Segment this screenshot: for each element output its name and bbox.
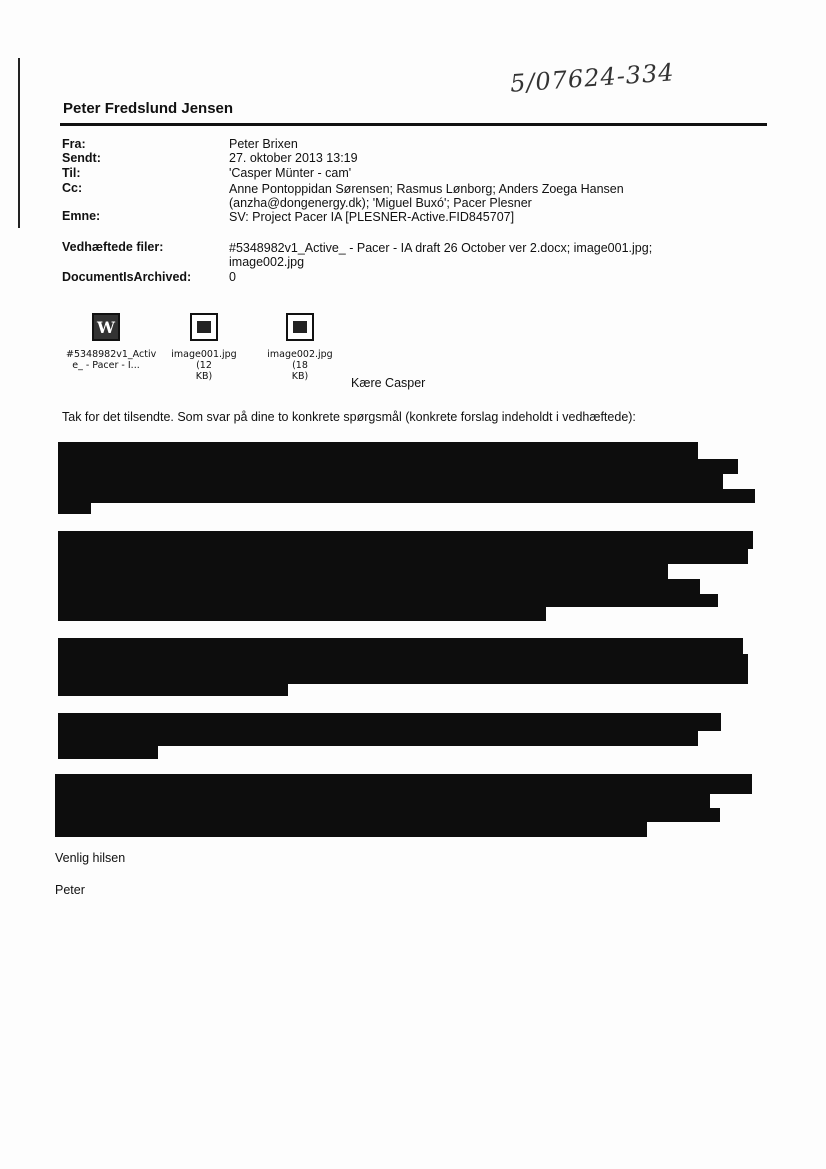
attachment-caption: image001.jpg (12 bbox=[171, 349, 237, 371]
attachment-caption: KB) bbox=[291, 371, 309, 382]
cc-label: Cc: bbox=[62, 181, 83, 195]
word-document-icon: W bbox=[92, 313, 120, 341]
from-value: Peter Brixen bbox=[229, 137, 298, 151]
archived-value: 0 bbox=[229, 270, 236, 284]
subject-label: Emne: bbox=[62, 209, 101, 223]
attachment-caption: KB) bbox=[195, 371, 213, 382]
scan-edge-line bbox=[18, 58, 20, 228]
attachment-image001[interactable] bbox=[164, 313, 244, 382]
attachments-value-line1: #5348982v1_Active_ - Pacer - IA draft 26 October ver 2.docx; image001.jpg; bbox=[229, 241, 653, 255]
sent-label: Sendt: bbox=[62, 151, 101, 165]
cc-value-line2: (anzha@dongenergy.dk); 'Miguel Buxó'; Pacer Plesner bbox=[229, 196, 532, 210]
signature: Peter bbox=[55, 883, 85, 897]
attachment-image002[interactable] bbox=[260, 313, 340, 382]
greeting: Kære Casper bbox=[351, 376, 426, 390]
image-file-icon bbox=[190, 313, 218, 341]
attachments-value-line2: image002.jpg bbox=[229, 255, 305, 269]
mailbox-owner-name: Peter Fredslund Jensen bbox=[63, 100, 234, 117]
handwritten-case-number: 5/07624-334 bbox=[509, 58, 676, 98]
closing: Venlig hilsen bbox=[55, 851, 126, 865]
attachment-caption: e_ - Pacer - I... bbox=[72, 360, 140, 371]
from-label: Fra: bbox=[62, 137, 86, 151]
attachment-docx[interactable] bbox=[66, 313, 157, 371]
attachment-caption: #5348982v1_Activ bbox=[66, 349, 157, 360]
attachments-label: Vedhæftede filer: bbox=[62, 240, 164, 254]
sent-value: 27. oktober 2013 13:19 bbox=[229, 151, 358, 165]
cc-value-line1: Anne Pontoppidan Sørensen; Rasmus Lønborg; Anders Zoega Hansen bbox=[229, 182, 624, 196]
image-file-icon bbox=[286, 313, 314, 341]
header-divider bbox=[60, 123, 767, 126]
archived-label: DocumentIsArchived: bbox=[62, 270, 192, 284]
attachment-caption: image002.jpg (18 bbox=[267, 349, 333, 371]
intro-paragraph: Tak for det tilsendte. Som svar på dine to konkrete spørgsmål (konkrete forslag indeholdt i vedhæftede): bbox=[62, 410, 636, 424]
subject-value: SV: Project Pacer IA [PLESNER-Active.FID845707] bbox=[229, 210, 515, 224]
to-value: 'Casper Münter - cam' bbox=[229, 166, 352, 180]
to-label: Til: bbox=[62, 166, 81, 180]
